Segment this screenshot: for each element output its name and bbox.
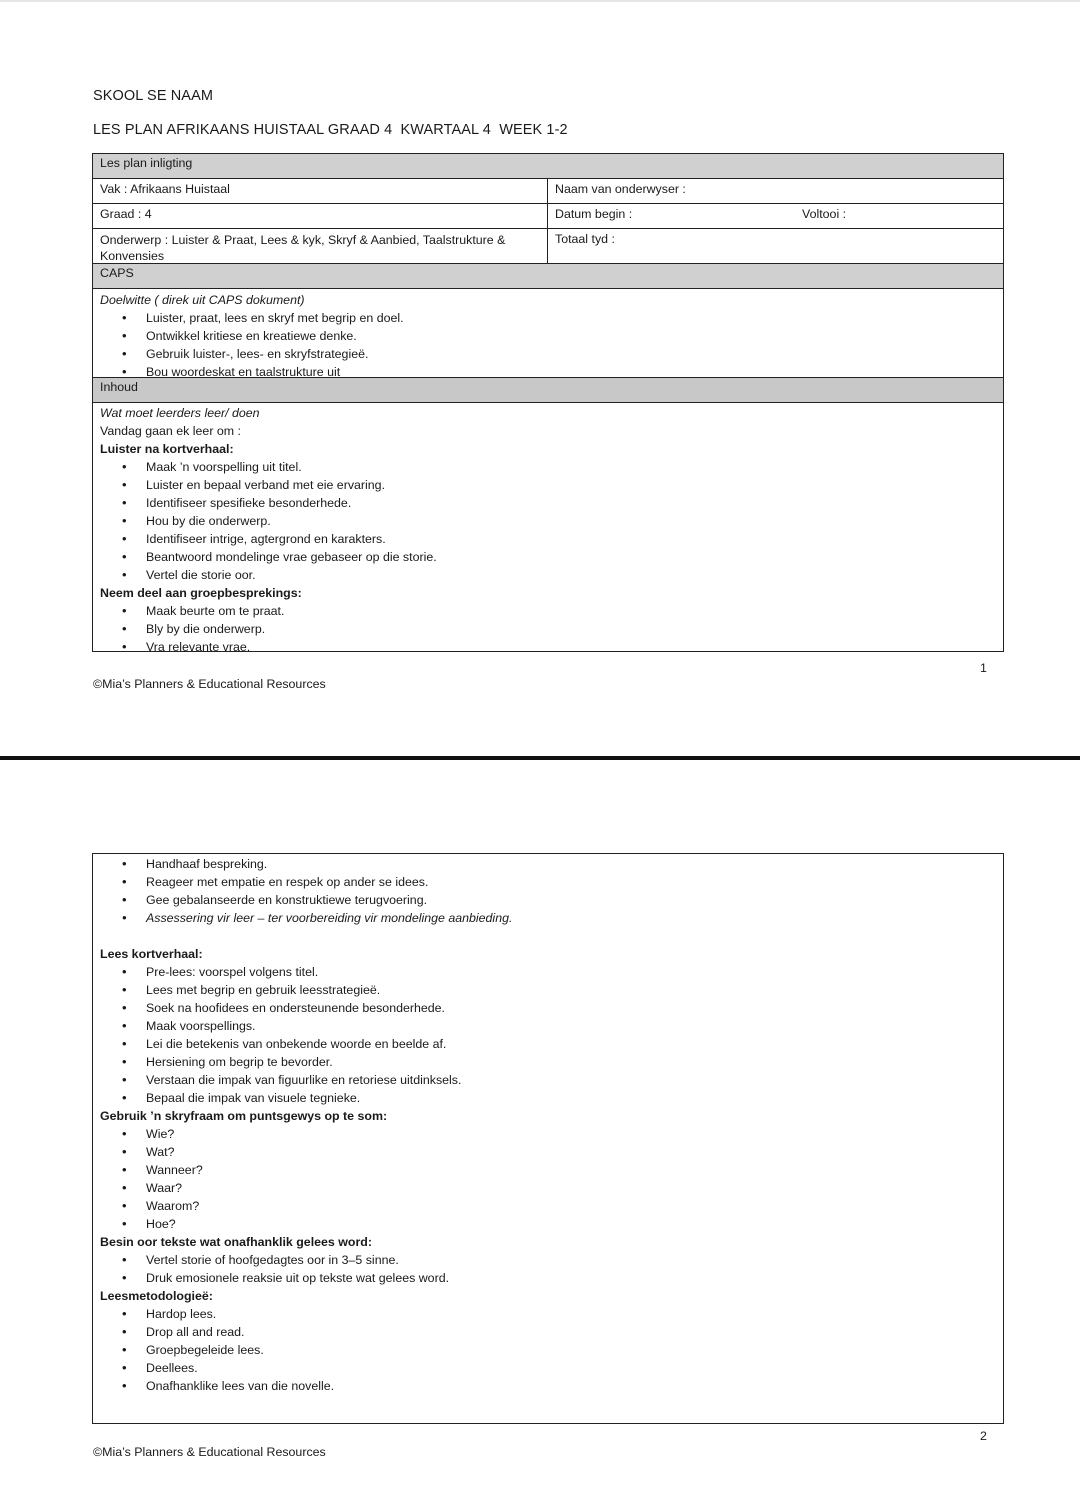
date-cell	[548, 204, 1003, 228]
list-item: • Vertel storie of hoofgedagtes oor in 3–5 sinne.	[100, 1251, 996, 1269]
list-item: • Gebruik luister-, lees- en skryfstrategieë.	[100, 345, 996, 363]
grade-row	[93, 203, 1003, 228]
list-item: • Hou by die onderwerp.	[100, 512, 996, 530]
page-number: 1	[980, 661, 987, 675]
page-divider	[0, 756, 1080, 760]
list-item: • Lei die betekenis van onbekende woorde en beelde af.	[100, 1035, 996, 1053]
list-item: • Reageer met empatie en respek op ander se idees.	[100, 873, 996, 891]
list-item: • Luister, praat, lees en skryf met begrip en doel.	[100, 309, 996, 327]
list-item: • Verstaan die impak van figuurlike en retoriese uitdinksels.	[100, 1071, 996, 1089]
content-intro-italic: Wat moet leerders leer/ doen	[100, 406, 260, 420]
objectives-title: Doelwitte ( direk uit CAPS dokument)	[100, 293, 305, 307]
list-item: • Handhaaf bespreking.	[100, 855, 996, 873]
completed-label: Voltooi :	[802, 207, 847, 221]
objectives-list	[100, 309, 996, 377]
footer-copyright: ©Mia’s Planners & Educational Resources	[93, 677, 326, 691]
group-discussion-title: Neem deel aan groepbesprekings:	[100, 586, 302, 600]
list-item: • Bou woordeskat en taalstrukture uit	[100, 363, 996, 377]
group-discussion-list	[100, 602, 996, 651]
list-item: • Vra relevante vrae.	[100, 638, 996, 651]
content-header-row	[93, 377, 1003, 402]
topic-row	[93, 228, 1003, 263]
list-item: • Wie?	[100, 1125, 996, 1143]
writing-frame-list	[100, 1125, 996, 1233]
list-item: • Waarom?	[100, 1197, 996, 1215]
objectives-row	[93, 288, 1003, 377]
read-title: Lees kortverhaal:	[100, 947, 203, 961]
list-item: • Luister en bepaal verband met eie ervaring.	[100, 476, 996, 494]
lesson-plan-title: LES PLAN AFRIKAANS HUISTAAL GRAAD 4 KWARTAAL 4 WEEK 1-2	[93, 122, 568, 138]
list-item: • Maak beurte om te praat.	[100, 602, 996, 620]
list-item: • Drop all and read.	[100, 1323, 996, 1341]
list-item: • Ontwikkel kritiese en kreatiewe denke.	[100, 327, 996, 345]
list-item: • Pre-lees: voorspel volgens titel.	[100, 963, 996, 981]
list-item: • Bepaal die impak van visuele tegnieke.	[100, 1089, 996, 1107]
list-item: • Beantwoord mondelinge vrae gebaseer op die storie.	[100, 548, 996, 566]
read-list	[100, 963, 996, 1107]
list-item: • Wanneer?	[100, 1161, 996, 1179]
list-item: • Hoe?	[100, 1215, 996, 1233]
page-top-border	[0, 0, 1080, 2]
reading-methods-list	[100, 1305, 996, 1395]
list-item: • Deellees.	[100, 1359, 996, 1377]
list-item: • Waar?	[100, 1179, 996, 1197]
teacher-name-cell: Naam van onderwyser :	[555, 182, 686, 196]
content-block-continued	[93, 854, 1003, 1395]
caps-header: CAPS	[93, 264, 1003, 288]
list-item: • Bly by die onderwerp.	[100, 620, 996, 638]
group-discussion-list-continued	[100, 855, 996, 927]
reflect-list	[100, 1251, 996, 1287]
list-item: • Gee gebalanseerde en konstruktiewe terugvoering.	[100, 891, 996, 909]
content-header: Inhoud	[93, 378, 1003, 402]
list-item: • Hersiening om begrip te bevorder.	[100, 1053, 996, 1071]
subject-cell: Vak : Afrikaans Huistaal	[93, 179, 548, 203]
list-item: • Soek na hoofidees en ondersteunende besonderhede.	[100, 999, 996, 1017]
topic-cell: Onderwerp : Luister & Praat, Lees & kyk, Skryf & Aanbied, Taalstrukture & Konvensies	[93, 229, 548, 263]
content-row	[93, 402, 1003, 651]
list-item: • Wat?	[100, 1143, 996, 1161]
reading-methods-title: Leesmetodologieë:	[100, 1289, 213, 1303]
subject-row	[93, 178, 1003, 203]
listen-list	[100, 458, 996, 584]
lesson-plan-table	[92, 153, 1004, 652]
list-item: • Identifiseer intrige, agtergrond en karakters.	[100, 530, 996, 548]
info-header: Les plan inligting	[93, 154, 1003, 178]
list-item: • Maak ’n voorspelling uit titel.	[100, 458, 996, 476]
list-item: • Hardop lees.	[100, 1305, 996, 1323]
caps-header-row	[93, 263, 1003, 288]
start-date-label: Datum begin :	[555, 207, 633, 221]
content-intro: Vandag gaan ek leer om :	[100, 424, 241, 438]
spacer	[100, 927, 996, 945]
list-item: • Groepbegeleide lees.	[100, 1341, 996, 1359]
info-header-row	[93, 154, 1003, 178]
page-number: 2	[980, 1429, 987, 1443]
assessment-item: • Assessering vir leer – ter voorbereiding vir mondelinge aanbieding.	[100, 909, 996, 927]
lesson-plan-table-continued	[92, 853, 1004, 1424]
list-item: • Onafhanklike lees van die novelle.	[100, 1377, 996, 1395]
school-name: SKOOL SE NAAM	[93, 88, 214, 104]
writing-frame-title: Gebruik ’n skryfraam om puntsgewys op te som:	[100, 1109, 388, 1123]
listen-title: Luister na kortverhaal:	[100, 442, 234, 456]
objectives-block	[93, 289, 1003, 377]
list-item: • Maak voorspellings.	[100, 1017, 996, 1035]
footer-copyright: ©Mia’s Planners & Educational Resources	[93, 1445, 326, 1459]
list-item: • Vertel die storie oor.	[100, 566, 996, 584]
grade-cell: Graad : 4	[93, 204, 548, 228]
list-item: • Lees met begrip en gebruik leesstrategieë.	[100, 981, 996, 999]
reflect-title: Besin oor tekste wat onafhanklik gelees word:	[100, 1235, 372, 1249]
content-block	[93, 403, 1003, 651]
total-time-cell: Totaal tyd :	[555, 232, 615, 246]
list-item: • Druk emosionele reaksie uit op tekste wat gelees word.	[100, 1269, 996, 1287]
list-item: • Identifiseer spesifieke besonderhede.	[100, 494, 996, 512]
